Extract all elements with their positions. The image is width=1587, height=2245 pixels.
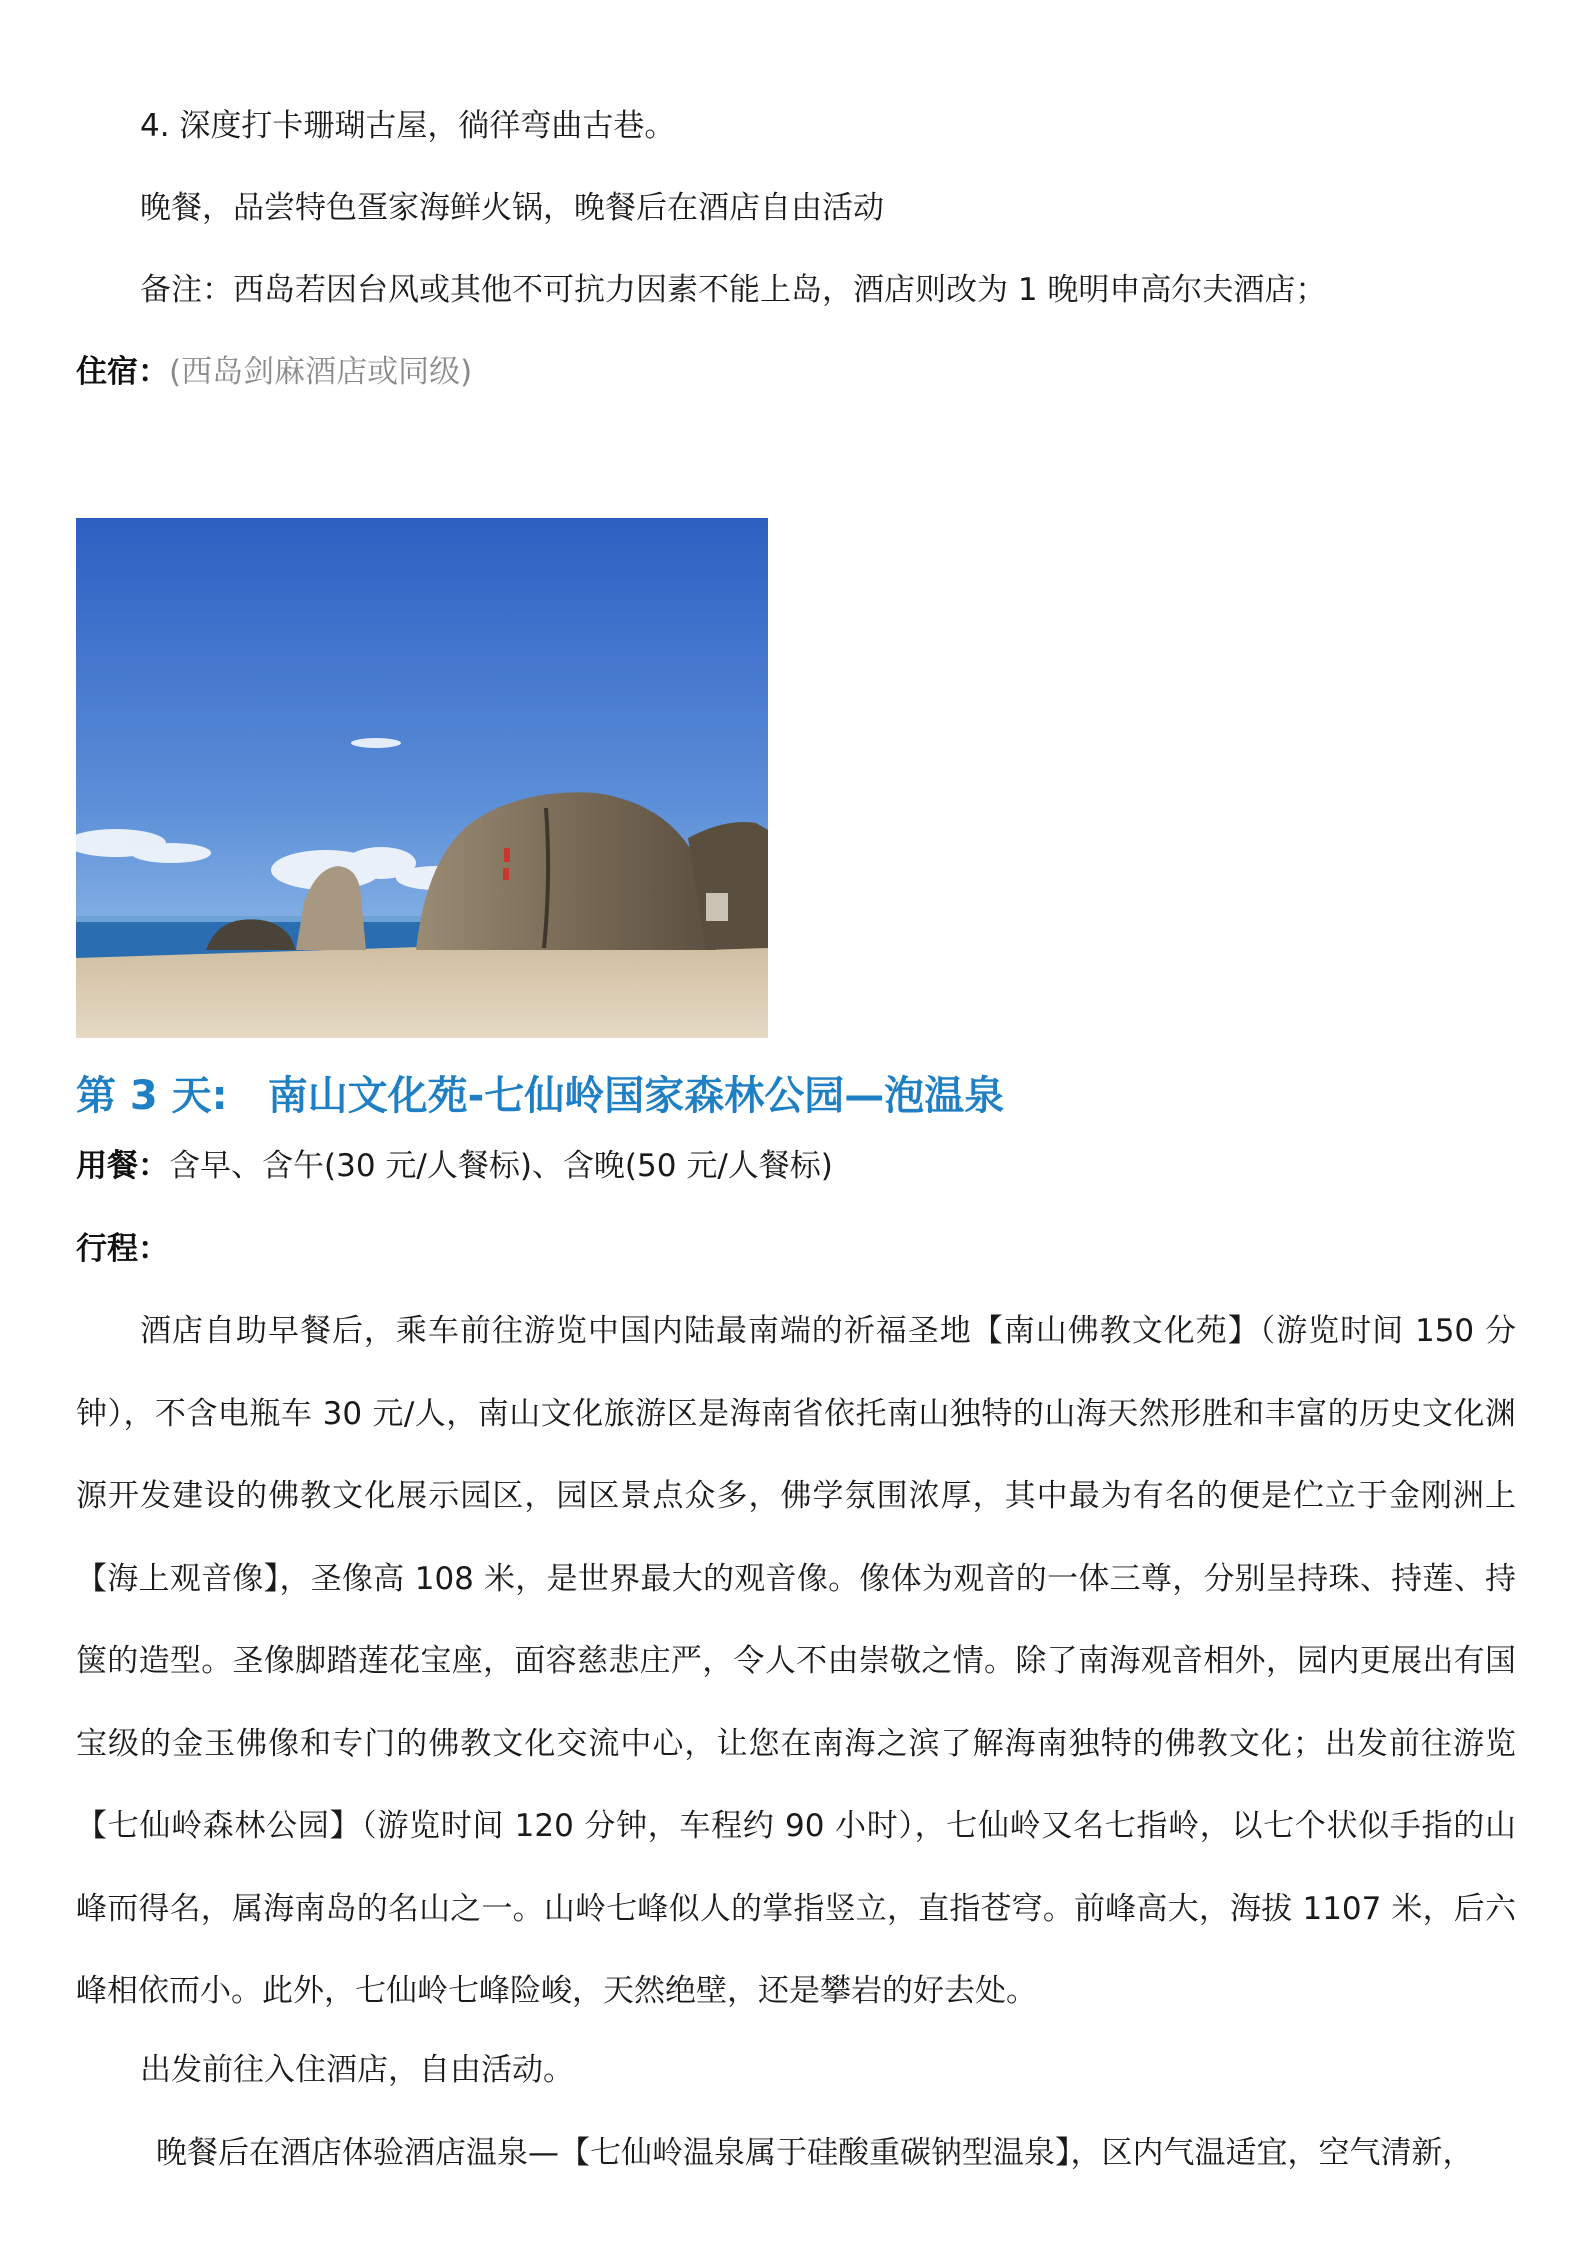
dinner-line: 晚餐，品尝特色疍家海鲜火锅，晚餐后在酒店自由活动 — [140, 190, 884, 226]
day3-title: 南山文化苑-七仙岭国家森林公园—泡温泉 — [267, 1073, 1005, 1119]
lodging-label: 住宿： — [76, 354, 169, 390]
note-line: 备注：西岛若因台风或其他不可抗力因素不能上岛，酒店则改为 1 晚明申高尔夫酒店； — [140, 272, 1327, 308]
hotspring-line: 晚餐后在酒店体验酒店温泉—【七仙岭温泉属于硅酸重碳钠型温泉】，区内气温适宜，空气清新， — [156, 2135, 1474, 2171]
itinerary-label: 行程： — [76, 1231, 169, 1267]
lodging-line — [76, 352, 1516, 392]
day3-heading — [76, 1068, 1004, 1124]
itinerary-label-line — [76, 1229, 1516, 1269]
day3-label: 第 3 天: — [76, 1073, 228, 1119]
itinerary-paragraph: 酒店自助早餐后，乘车前往游览中国内陆最南端的祈福圣地【南山佛教文化苑】（游览时间 150 分钟），不含电瓶车 30 元/人，南山文化旅游区是海南省依托南山独特的山海天然形胜和丰富的历史文化渊源开发建设的佛教文化展示园区，园区景点众多，佛学氛围浓厚，其中最为有名的便是伫立于金刚洲上【海上观音像】，圣像高 108 米，是世界最大的观音像。像体为观音的一体三尊，分别呈持珠、持莲、持箧的造型。圣像脚踏莲花宝座，面容慈悲庄严，令人不由崇敬之情。除了南海观音相外，园内更展出有国宝级的金玉佛像和专门的佛教文化交流中心，让您在南海之滨了解海南独特的佛教文化；出发前往游览【七仙岭森林公园】（游览时间 120 分钟，车程约 90 小时），七仙岭又名七指岭，以七个状似手指的山峰而得名，属海南岛的名山之一。山岭七峰似人的掌指竖立，直指苍穹。前峰高大，海拔 1107 米，后六峰相依而小。此外，七仙岭七峰险峻，天然绝壁，还是攀岩的好去处。 — [76, 1313, 1516, 2009]
itinerary-item-4: 4. 深度打卡珊瑚古屋，徜徉弯曲古巷。 — [140, 108, 676, 144]
meals-value: 含早、含午(30 元/人餐标)、含晚(50 元/人餐标) — [169, 1148, 833, 1184]
beach-rocks-photo — [76, 518, 768, 1038]
meals-line — [76, 1146, 1516, 1186]
lodging-value: (西岛剑麻酒店或同级) — [169, 354, 473, 390]
checkin-line: 出发前往入住酒店，自由活动。 — [140, 2052, 574, 2088]
meals-label: 用餐： — [76, 1148, 169, 1184]
